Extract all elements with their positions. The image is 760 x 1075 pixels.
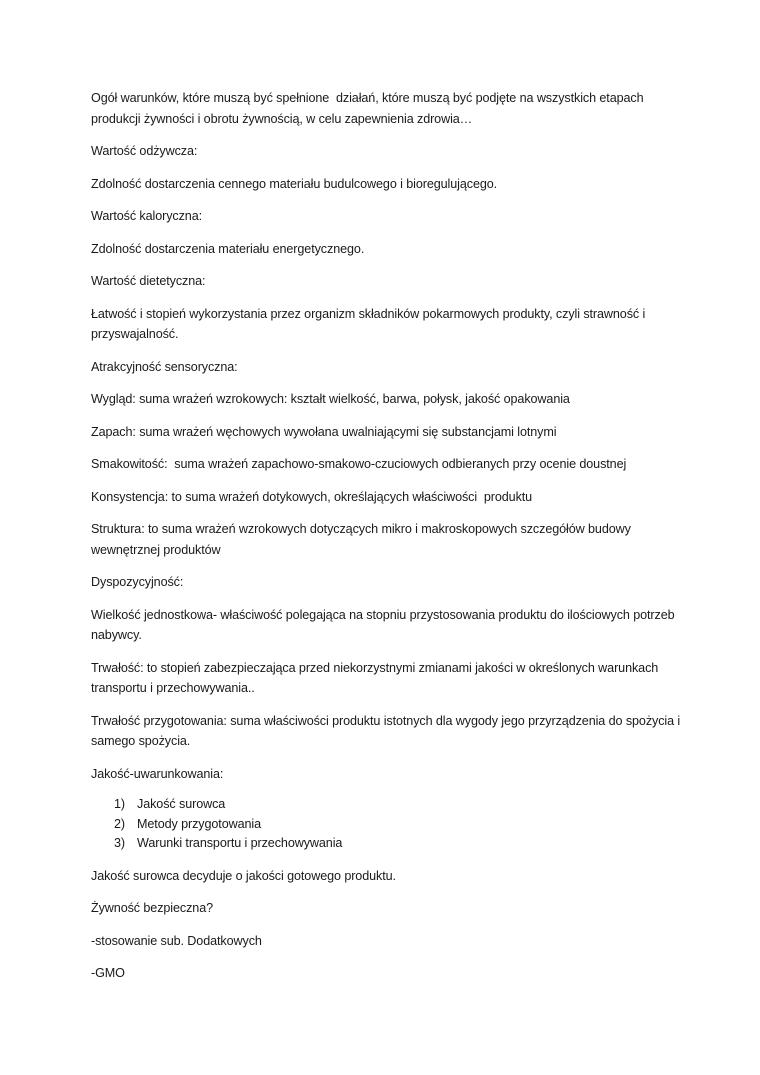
paragraph-appearance: Wygląd: suma wrażeń wzrokowych: kształt wielkość, barwa, połysk, jakość opakowania	[91, 392, 570, 406]
heading-quality-conditions: Jakość-uwarunkowania:	[91, 766, 224, 781]
list-item-text: Jakość surowca	[137, 797, 226, 811]
document-body	[91, 88, 684, 996]
paragraph-consistency: Konsystencja: to suma wrażeń dotykowych, określających właściwości produktu	[91, 489, 533, 504]
heading-availability: Dyspozycyjność:	[91, 575, 184, 589]
paragraph-caloric-value: Zdolność dostarczenia materiału energetycznego.	[91, 241, 365, 256]
paragraph-durability: Trwałość: to stopień zabezpieczająca przed niekorzystnymi zmianami jakości w określonych warunkach transportu i przechowywania..	[91, 660, 662, 695]
quality-conditions-list	[91, 795, 681, 854]
paragraph-taste: Smakowitość: suma wrażeń zapachowo-smakowo-czuciowych odbieranych przy ocenie doustnej	[91, 457, 627, 471]
intro-paragraph: Ogół warunków, które muszą być spełnione działań, które muszą być podjęte na wszystkich etapach produkcji żywności i obrotu żywnością, w celu zapewnienia zdrowia…	[91, 91, 647, 126]
heading-sensory-attractiveness: Atrakcyjność sensoryczna:	[91, 359, 238, 374]
paragraph-raw-material-quality: Jakość surowca decyduje o jakości gotowego produktu.	[91, 868, 396, 883]
paragraph-dietetic-value: Łatwość i stopień wykorzystania przez organizm składników pokarmowych produkty, czyli strawność i przyswajalność.	[91, 306, 649, 341]
heading-caloric-value: Wartość kaloryczna:	[91, 209, 203, 223]
list-item-text: Metody przygotowania	[137, 816, 262, 831]
list-item-number: 3)	[114, 836, 125, 850]
list-item	[91, 815, 681, 835]
heading-dietetic-value: Wartość dietetyczna:	[91, 274, 206, 288]
paragraph-unit-size: Wielkość jednostkowa- właściwość polegająca na stopniu przystosowania produktu do ilościowych potrzeb nabywcy.	[91, 607, 678, 642]
heading-nutritional-value: Wartość odżywcza:	[91, 144, 198, 158]
paragraph-gmo: -GMO	[91, 966, 125, 980]
paragraph-additives: -stosowanie sub. Dodatkowych	[91, 933, 262, 948]
list-item-number: 1)	[114, 797, 125, 811]
paragraph-safe-food: Żywność bezpieczna?	[91, 901, 214, 915]
paragraph-nutritional-value: Zdolność dostarczenia cennego materiału budulcowego i bioregulującego.	[91, 176, 498, 191]
list-item-text: Warunki transportu i przechowywania	[137, 836, 343, 850]
paragraph-structure: Struktura: to suma wrażeń wzrokowych dotyczących mikro i makroskopowych szczegółów budowy wewnętrznej produktów	[91, 522, 635, 557]
paragraph-preparation-durability: Trwałość przygotowania: suma właściwości produktu istotnych dla wygody jego przyrządzenia do spożycia i samego spożycia.	[91, 713, 684, 748]
paragraph-smell: Zapach: suma wrażeń węchowych wywołana uwalniającymi się substancjami lotnymi	[91, 424, 557, 439]
list-item	[91, 834, 681, 854]
list-item-number: 2)	[114, 816, 125, 831]
list-item	[91, 795, 681, 815]
